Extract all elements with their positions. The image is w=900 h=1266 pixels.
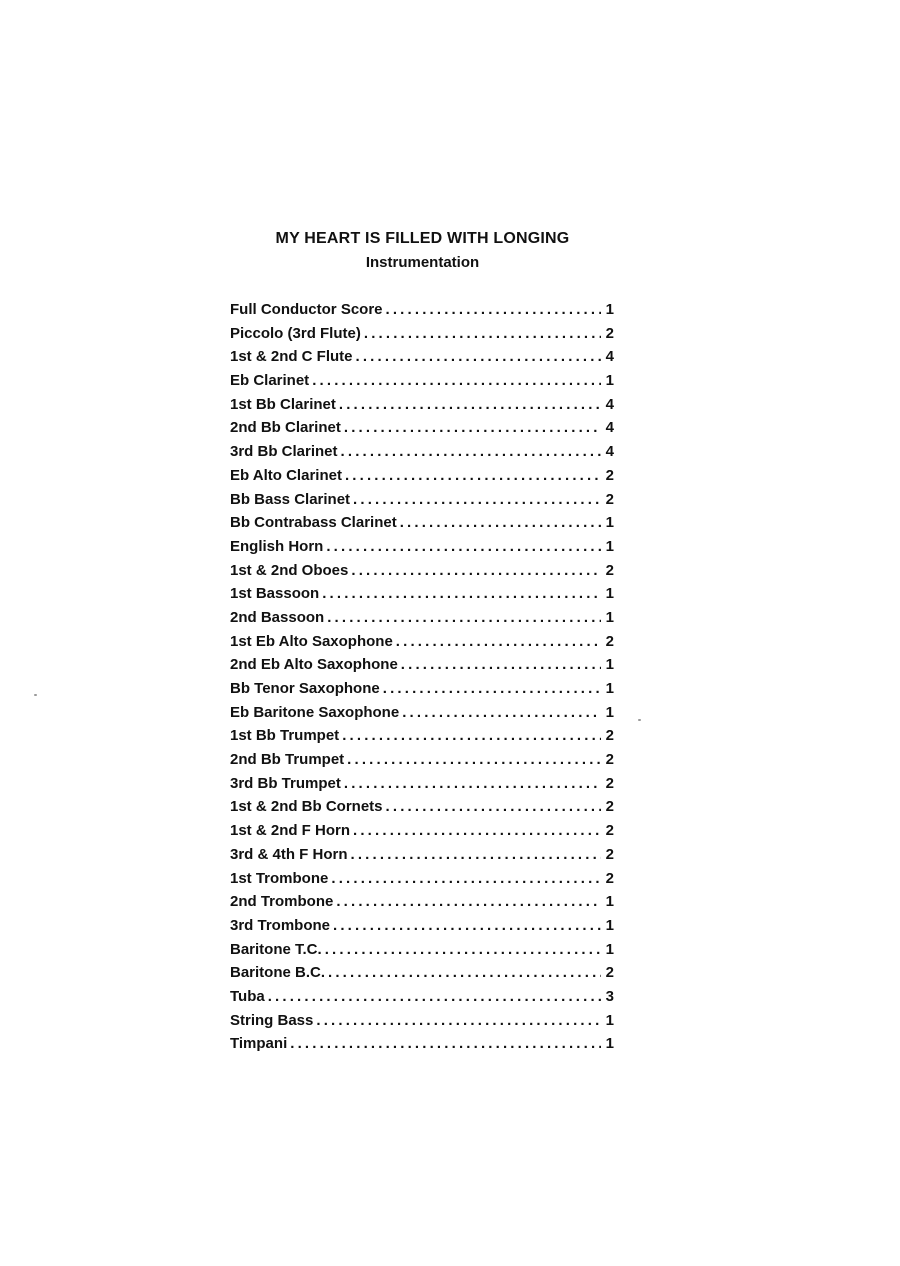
instrument-row: [230, 819, 614, 843]
dot-leader: [322, 582, 601, 606]
instrument-name: 2nd Bb Trumpet: [230, 751, 345, 769]
dot-leader: [333, 914, 601, 938]
instrument-row: [230, 630, 614, 654]
dot-leader: [351, 559, 601, 583]
dot-leader: [351, 843, 601, 867]
instrument-name: 1st Bb Clarinet: [230, 395, 336, 413]
instrument-count: 3: [605, 987, 614, 1005]
instrument-count: 2: [605, 324, 614, 342]
instrument-row: [230, 1009, 614, 1033]
dot-leader: [327, 606, 601, 630]
instrument-row: [230, 843, 614, 867]
scan-speck: [34, 694, 37, 696]
instrument-row: [230, 511, 614, 535]
instrument-count: 1: [605, 703, 614, 721]
instrument-count: 2: [605, 798, 614, 816]
dot-leader: [342, 724, 601, 748]
instrument-name: 3rd & 4th F Horn: [230, 845, 348, 863]
instrument-row: [230, 369, 614, 393]
dot-leader: [386, 298, 601, 322]
instrument-count: 1: [605, 940, 614, 958]
page-subtitle: Instrumentation: [365, 254, 480, 271]
instrument-row: [230, 748, 614, 772]
dot-leader: [353, 819, 601, 843]
instrument-name: Timpani: [230, 1035, 288, 1053]
instrument-row: [230, 488, 614, 512]
instrument-row: [230, 416, 614, 440]
instrument-name: Baritone T.C.: [230, 940, 322, 958]
dot-leader: [312, 369, 601, 393]
instrument-count: 1: [605, 1011, 614, 1029]
instrument-name: Bb Bass Clarinet: [230, 490, 351, 508]
dot-leader: [344, 416, 601, 440]
instrument-name: 1st & 2nd Bb Cornets: [230, 798, 383, 816]
instrument-count: 2: [605, 822, 614, 840]
instrument-count: 1: [605, 1035, 614, 1053]
instrument-name: 2nd Trombone: [230, 893, 334, 911]
instrument-count: 1: [605, 372, 614, 390]
instrument-name: 1st Trombone: [230, 869, 329, 887]
instrument-count: 2: [605, 632, 614, 650]
instrument-row: [230, 677, 614, 701]
dot-leader: [328, 961, 601, 985]
instrument-count: 1: [605, 916, 614, 934]
instrument-name: Eb Clarinet: [230, 372, 310, 390]
instrument-count: 2: [605, 964, 614, 982]
instrument-name: 1st & 2nd F Horn: [230, 822, 351, 840]
instrument-count: 1: [605, 585, 614, 603]
instrument-count: 1: [605, 537, 614, 555]
dot-leader: [364, 322, 601, 346]
instrument-count: 4: [605, 348, 614, 366]
instrument-name: Bb Contrabass Clarinet: [230, 514, 397, 532]
instrument-count: 1: [605, 656, 614, 674]
instrument-count: 1: [605, 893, 614, 911]
instrument-row: [230, 606, 614, 630]
dot-leader: [383, 677, 601, 701]
document-header: [230, 228, 615, 274]
instrument-count: 2: [605, 466, 614, 484]
instrument-count: 2: [605, 751, 614, 769]
instrument-row: [230, 298, 614, 322]
instrument-row: [230, 890, 614, 914]
dot-leader: [400, 511, 601, 535]
dot-leader: [386, 795, 601, 819]
dot-leader: [353, 488, 601, 512]
dot-leader: [325, 938, 601, 962]
instrument-row: [230, 464, 614, 488]
instrument-count: 2: [605, 490, 614, 508]
instrument-count: 4: [605, 395, 614, 413]
instrument-row: [230, 938, 614, 962]
dot-leader: [345, 464, 601, 488]
instrument-count: 2: [605, 869, 614, 887]
instrument-row: [230, 1032, 614, 1056]
instrument-row: [230, 440, 614, 464]
instrument-name: 1st Bassoon: [230, 585, 320, 603]
instrument-name: 3rd Trombone: [230, 916, 331, 934]
instrument-name: Piccolo (3rd Flute): [230, 324, 361, 342]
instrument-row: [230, 772, 614, 796]
instrument-count: 2: [605, 845, 614, 863]
instrument-name: String Bass: [230, 1011, 314, 1029]
dot-leader: [402, 701, 601, 725]
instrument-row: [230, 322, 614, 346]
instrument-count: 2: [605, 774, 614, 792]
dot-leader: [316, 1009, 601, 1033]
dot-leader: [326, 535, 601, 559]
dot-leader: [268, 985, 601, 1009]
instrument-list: [230, 298, 614, 1056]
instrument-count: 2: [605, 727, 614, 745]
instrument-name: English Horn: [230, 537, 324, 555]
instrument-name: 3rd Bb Trumpet: [230, 774, 341, 792]
instrument-name: 1st Bb Trumpet: [230, 727, 340, 745]
instrument-count: 1: [605, 514, 614, 532]
dot-leader: [341, 440, 601, 464]
dot-leader: [356, 345, 601, 369]
dot-leader: [339, 393, 601, 417]
dot-leader: [336, 890, 601, 914]
instrument-count: 1: [605, 301, 614, 318]
instrument-name: Bb Tenor Saxophone: [230, 680, 380, 697]
instrument-count: 1: [605, 680, 614, 697]
instrument-row: [230, 985, 614, 1009]
instrument-row: [230, 345, 614, 369]
instrument-name: 1st Eb Alto Saxophone: [230, 632, 393, 650]
instrument-name: Eb Alto Clarinet: [230, 466, 342, 484]
dot-leader: [401, 653, 601, 677]
instrument-count: 4: [605, 419, 614, 437]
scan-speck: [638, 719, 641, 721]
dot-leader: [347, 748, 601, 772]
instrument-name: 1st & 2nd Oboes: [230, 561, 349, 579]
instrument-row: [230, 914, 614, 938]
instrument-name: Baritone B.C.: [230, 964, 326, 982]
instrument-row: [230, 701, 614, 725]
instrument-name: 3rd Bb Clarinet: [230, 443, 338, 461]
instrument-row: [230, 961, 614, 985]
dot-leader: [290, 1032, 601, 1056]
instrument-count: 4: [605, 443, 614, 461]
instrument-row: [230, 393, 614, 417]
instrument-row: [230, 795, 614, 819]
instrument-row: [230, 867, 614, 891]
instrument-name: 2nd Bassoon: [230, 608, 325, 626]
instrument-count: 2: [605, 561, 614, 579]
instrument-row: [230, 559, 614, 583]
dot-leader: [396, 630, 601, 654]
instrument-name: 2nd Bb Clarinet: [230, 419, 341, 437]
instrument-name: Tuba: [230, 987, 265, 1005]
instrument-name: 1st & 2nd C Flute: [230, 348, 353, 366]
page-title: MY HEART IS FILLED WITH LONGING: [275, 230, 570, 247]
dot-leader: [331, 867, 601, 891]
dot-leader: [344, 772, 601, 796]
instrument-name: Eb Baritone Saxophone: [230, 703, 400, 721]
instrument-name: Full Conductor Score: [230, 301, 383, 318]
instrument-row: [230, 582, 614, 606]
instrument-row: [230, 535, 614, 559]
instrument-row: [230, 724, 614, 748]
instrument-count: 1: [605, 608, 614, 626]
instrument-name: 2nd Eb Alto Saxophone: [230, 656, 398, 674]
instrument-row: [230, 653, 614, 677]
